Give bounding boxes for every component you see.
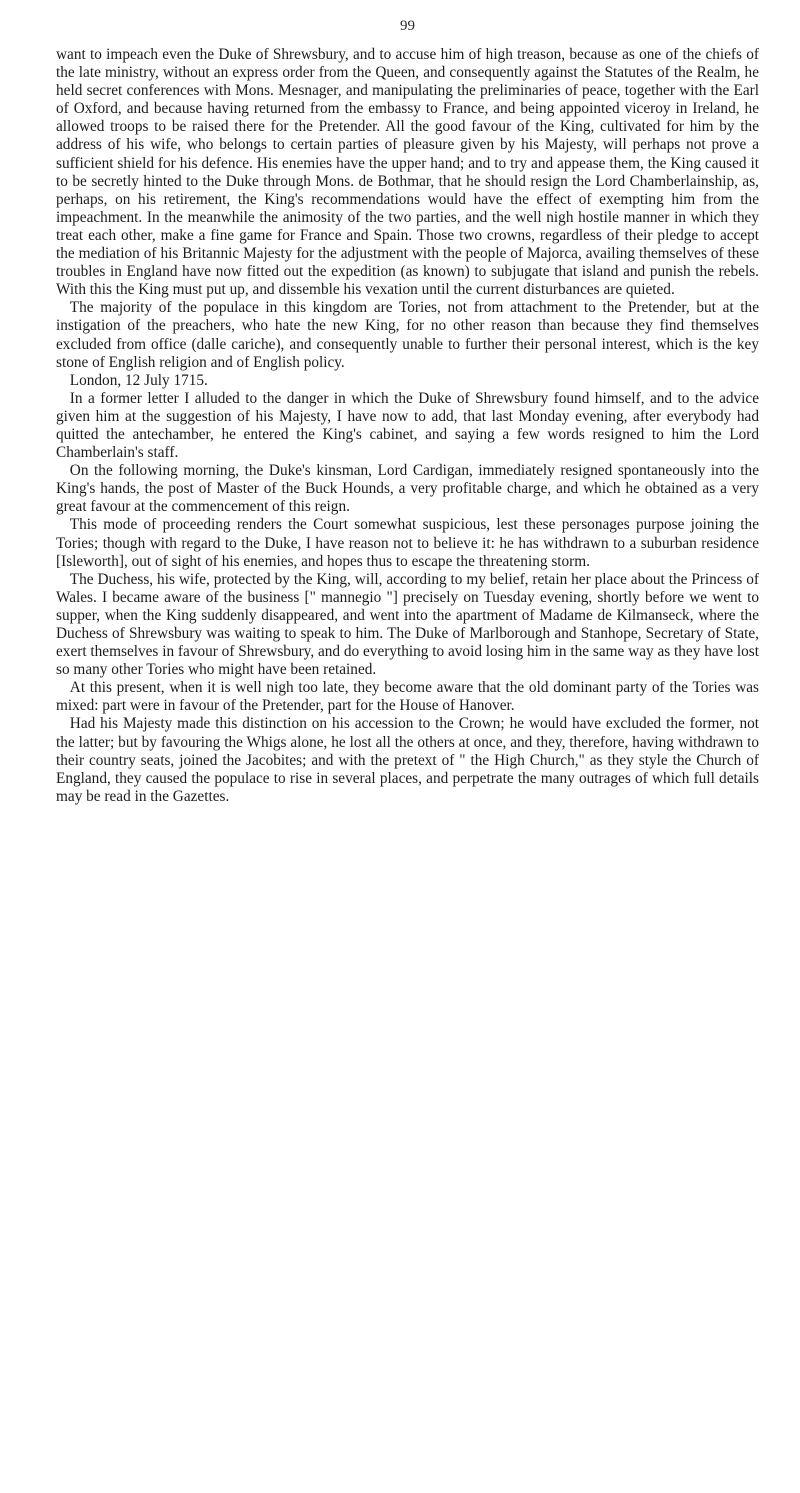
paragraph-duchess: The Duchess, his wife, protected by the King, will, according to my belief, retain her place about the Princess of Wales. I became aware of the business [" mannegio "] precisely on Tuesday evening, shortly before we went to supper, when the King suddenly disappeared, and went into the apartment of Madame de Kilmanseck, where the Duchess of Shrewsbury was waiting to speak to him. The Duke of Marlborough and Stanhope, Secretary of State, exert themselves in favour of Shrewsbury, and do everything to avoid losing him in the same way as they have lost so many other Tories who might have been retained. — [56, 570, 759, 679]
page-number: 99 — [400, 18, 415, 34]
paragraph-populace-tories: The majority of the populace in this kingdom are Tories, not from attachment to the Pretender, but at the instigation of the preachers, who hate the new King, for no other reason than because they find themselves excluded from office (dalle cariche), and consequently unable to further their personal interest, which is the key stone of English religion and of English policy. — [56, 299, 759, 371]
document-page — [56, 0, 759, 806]
paragraph-court-suspicion: This mode of proceeding renders the Court somewhat suspicious, lest these personages purpose joining the Tories; though with regard to the Duke, I have reason not to believe it: he has withdrawn to a suburban residence [Isleworth], out of sight of his enemies, and hopes thus to escape the threatening storm. — [56, 516, 759, 570]
body-text — [56, 46, 759, 806]
paragraph-impeachment: want to impeach even the Duke of Shrewsbury, and to accuse him of high treason, because as one of the chiefs of the late ministry, without an express order from the Queen, and consequently against the Statutes of the Realm, he held secret conferences with Mons. Mesnager, and manipulating the preliminaries of peace, together with the Earl of Oxford, and because having returned from the embassy to France, and being appointed viceroy in Ireland, he allowed troops to be raised there for the Pretender. All the good favour of the King, cultivated for him by the address of his wife, who belongs to certain parties of pleasure given by his Majesty, will perhaps not prove a sufficient shield for his defence. His enemies have the upper hand; and to try and appease them, the King caused it to be secretly hinted to the Duke through Mons. de Bothmar, that he should resign the Lord Chamberlainship, as, perhaps, on his retirement, the King's recommendations would have the effect of exempting him from the impeachment. In the meanwhile the animosity of the two parties, and the well nigh hostile manner in which they treat each other, make a fine game for France and Spain. Those two crowns, regardless of their pledge to accept the mediation of his Britannic Majesty for the adjustment with the people of Majorca, availing themselves of these troubles in England have now fitted out the expedition (as known) to subjugate that island and punish the rebels. With this the King must put up, and dissemble his vexation until the current disturbances are quieted. — [56, 46, 759, 299]
letter-dateline: London, 12 July 1715. — [69, 371, 208, 389]
paragraph-resignation: In a former letter I alluded to the danger in which the Duke of Shrewsbury found himself, and to the advice given him at the suggestion of his Majesty, I have now to add, that last Monday evening, after everybody had quitted the antechamber, he entered the King's cabinet, and saying a few words resigned to him the Lord Chamberlain's staff. — [56, 389, 759, 462]
paragraph-cardigan: On the following morning, the Duke's kinsman, Lord Cardigan, immediately resigned spontaneously into the King's hands, the post of Master of the Buck Hounds, a very profitable charge, and which he obtained as a very great favour at the commencement of this reign. — [56, 462, 759, 516]
paragraph-tories-mixed: At this present, when it is well nigh too late, they become aware that the old dominant party of the Tories was mixed: part were in favour of the Pretender, part for the House of Hanover. — [56, 679, 759, 715]
paragraph-whigs-jacobites: Had his Majesty made this distinction on his accession to the Crown; he would have excluded the former, not the latter; but by favouring the Whigs alone, he lost all the others at once, and they, therefore, having withdrawn to their country seats, joined the Jacobites; and with the pretext of " the High Church," as they style the Church of England, they caused the populace to rise in several places, and perpetrate the many outrages of which full details may be read in the Gazettes. — [56, 715, 759, 805]
